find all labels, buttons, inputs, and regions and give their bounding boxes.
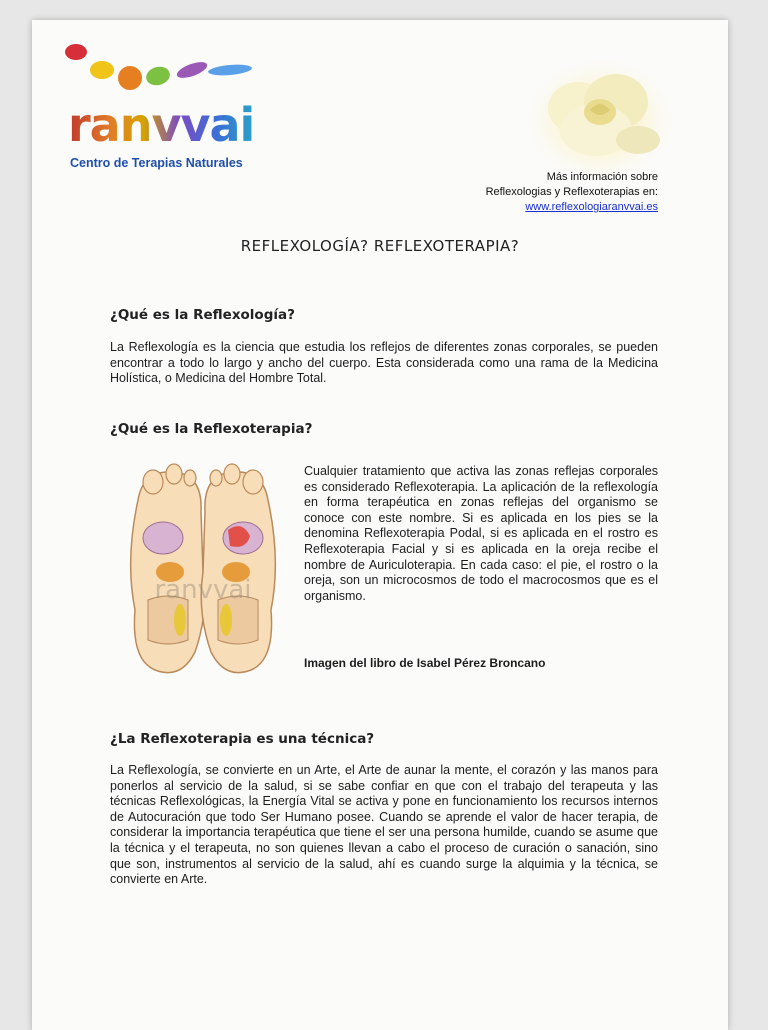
paragraph-tecnica: La Reflexología, se convierte en un Arte, el Arte de aunar la mente, el corazón y las manos para ponerlos al servicio de la salud, si se sabe confiar en que con el trabajo del terapeuta y las técnicas Reflexológicas, la Energía Vital se activa y pone en funcionamiento los recursos internos de Autocuración que todo Ser Humano posee. Cuando se aprende el valor de hacer terapia, de considerar la importancia terapéutica que tiene el ser una persona humilde, cuando se asume que la técnica y el terapeuta, no son quienes llevan a cabo el proceso de curación o sanación, sino que son, instrumentos al servicio de la salud, ahí es cuando surge la alquimia y la técnica, se convierte en Arte.	[110, 763, 658, 887]
ranvvai-logo	[62, 40, 302, 175]
paragraph-reflexologia: La Reflexología es la ciencia que estudia los reflejos de diferentes zonas corporales, se pueden encontrar a todo lo largo y ancho del cuerpo. Esta considerada como una rama de la Medicina Holística, o Medicina del Hombre Total.	[110, 340, 658, 386]
logo-wordmark: ranvvai	[68, 98, 255, 152]
logo-tagline: Centro de Terapias Naturales	[70, 156, 243, 170]
info-line-1: Más información sobre	[546, 171, 658, 183]
image-caption: Imagen del libro de Isabel Pérez Broncano	[304, 656, 546, 670]
document-page	[32, 20, 728, 1030]
heading-que-es-reflexologia: ¿Qué es la Reflexología?	[110, 307, 295, 323]
info-line-2: Reflexologias y Reflexoterapias en:	[485, 186, 658, 198]
paragraph-reflexoterapia: Cualquier tratamiento que activa las zonas reflejas corporales es considerado Reflexoterapia. La aplicación de la reflexología en forma terapéutica en zonas reflejas del organismo se conoce con este nombre. Si es aplicada en los pies se la denomina Reflexoterapia Podal, si es aplicada en el rostro es Reflexoterapia Facial y si es aplicada en la oreja recibe el nombre de Auriculoterapia. En cada caso: el pie, el rostro o la oreja, son un microcosmos de todo el macrocosmos que es el organismo.	[304, 464, 658, 603]
logo-color-dots-icon	[62, 40, 262, 100]
more-info-block	[486, 170, 658, 215]
document-title: REFLEXOLOGÍA? REFLEXOTERAPIA?	[240, 237, 520, 255]
foot-reflexology-map-image	[108, 460, 298, 680]
white-rose-image	[520, 50, 680, 190]
website-link[interactable]: www.reflexologiaranvvai.es	[525, 201, 658, 213]
heading-que-es-reflexoterapia: ¿Qué es la Reflexoterapia?	[110, 421, 313, 437]
heading-es-una-tecnica: ¿La Reflexoterapia es una técnica?	[110, 731, 375, 747]
feet-watermark: ranvvai	[154, 575, 252, 605]
